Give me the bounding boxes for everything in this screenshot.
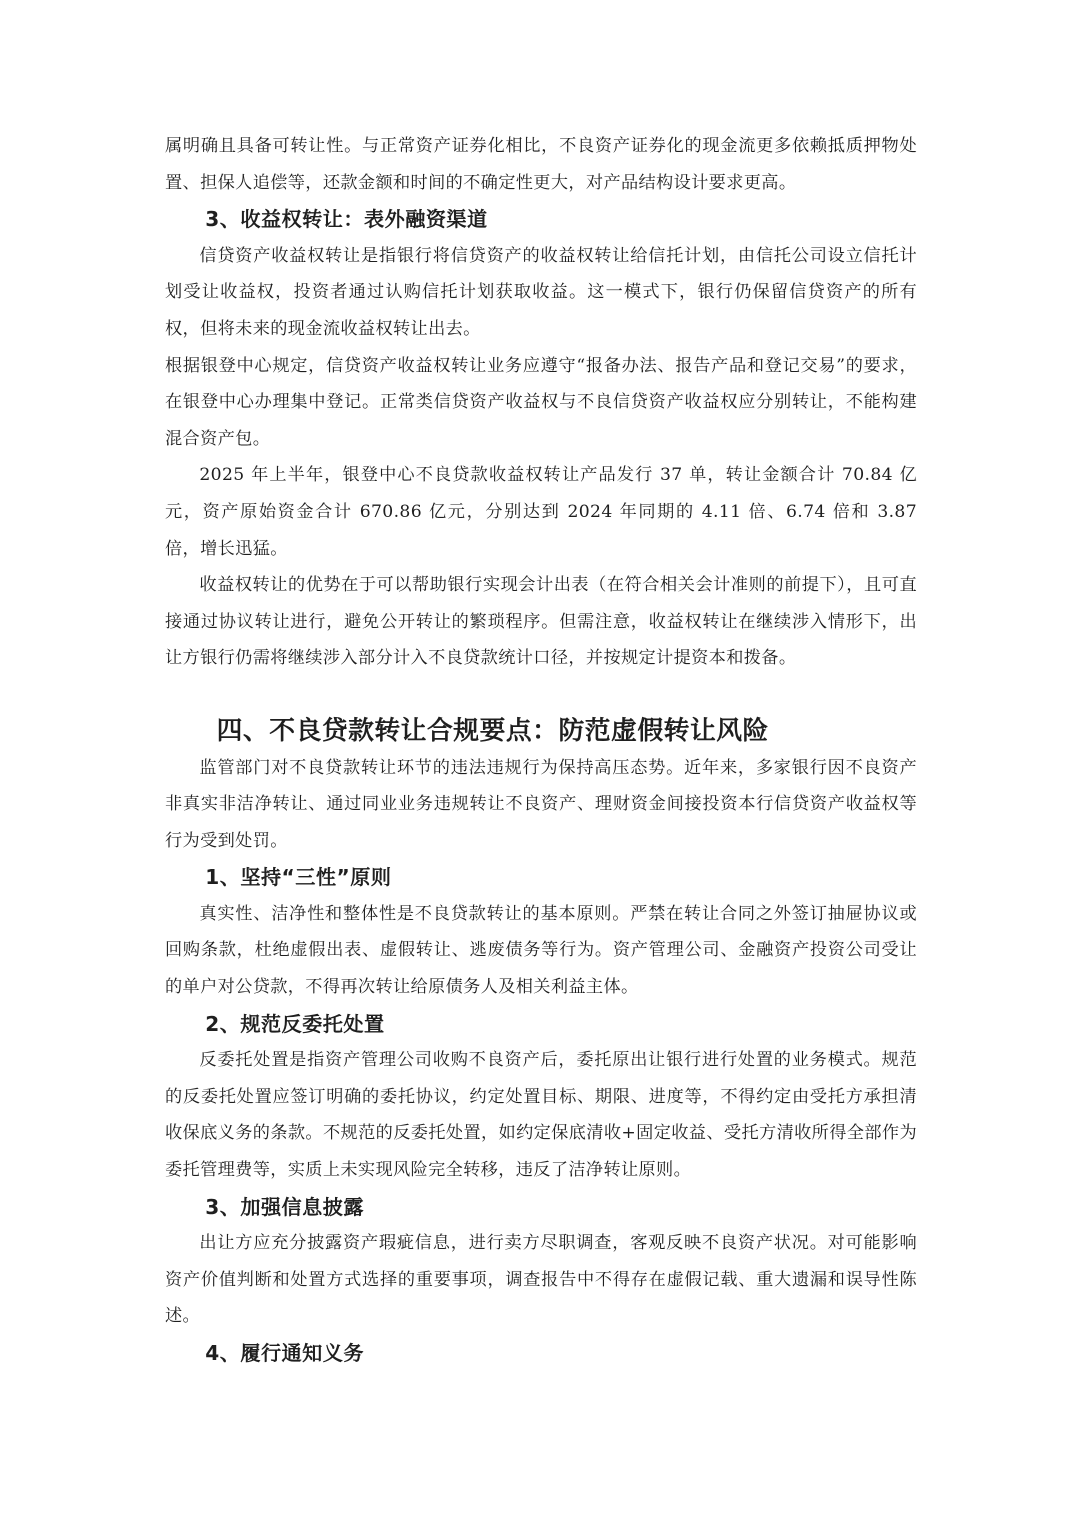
heading-three-principles: 1、坚持“三性”原则 <box>205 865 392 890</box>
paragraph-registration-rules: 根据银登中心规定，信贷资产收益权转让业务应遵守“报备办法、报告产品和登记交易”的要求，在银登中心办理集中登记。正常类信贷资产收益权与不良信贷资产收益权应分别转让，不能构建混合资产包。 <box>165 355 917 449</box>
paragraph-2025-statistics: 2025 年上半年，银登中心不良贷款收益权转让产品发行 37 单，转让金额合计 70.84 亿元，资产原始资金合计 670.86 亿元，分别达到 2024 年同期的 4.11 倍、6.74 倍和 3.87 倍，增长迅猛。 <box>165 465 917 559</box>
heading-usufruct-transfer: 3、收益权转让：表外融资渠道 <box>205 207 488 232</box>
paragraph-three-principles: 真实性、洁净性和整体性是不良贷款转让的基本原则。严禁在转让合同之外签订抽屉协议或回购条款，杜绝虚假出表、虚假转让、逃废债务等行为。资产管理公司、金融资产投资公司受让的单户对公贷款，不得再次转让给原债务人及相关利益主体。 <box>165 903 917 998</box>
paragraph-regulatory-pressure: 监管部门对不良贷款转让环节的违法违规行为保持高压态势。近年来，多家银行因不良资产非真实非洁净转让、通过同业业务违规转让不良资产、理财资金间接投资本行信贷资产收益权等行为受到处罚。 <box>165 757 917 851</box>
document-page <box>165 128 917 1372</box>
paragraph-usufruct-advantages: 收益权转让的优势在于可以帮助银行实现会计出表（在符合相关会计准则的前提下），且可直接通过协议转让进行，避免公开转让的繁琐程序。但需注意，收益权转让在继续涉入情形下，出让方银行仍需将继续涉入部分计入不良贷款统计口径，并按规定计提资本和拨备。 <box>165 575 917 669</box>
paragraph-information-disclosure: 出让方应充分披露资产瑕疵信息，进行卖方尽职调查，客观反映不良资产状况。对可能影响资产价值判断和处置方式选择的重要事项，调查报告中不得存在虚假记载、重大遗漏和误导性陈述。 <box>165 1233 917 1327</box>
heading-notification-duty: 4、履行通知义务 <box>205 1341 364 1365</box>
heading-reverse-entrustment: 2、规范反委托处置 <box>205 1011 385 1036</box>
paragraph-usufruct-definition: 信贷资产收益权转让是指银行将信贷资产的收益权转让给信托计划，由信托公司设立信托计划受让收益权，投资者通过认购信托计划获取收益。这一模式下，银行仍保留信贷资产的所有权，但将未来的现金流收益权转让出去。 <box>165 245 917 339</box>
heading-compliance-section: 四、不良贷款转让合规要点：防范虚假转让风险 <box>216 715 769 746</box>
section-spacer <box>165 677 917 713</box>
heading-information-disclosure: 3、加强信息披露 <box>205 1194 364 1219</box>
paragraph-reverse-entrustment: 反委托处置是指资产管理公司收购不良资产后，委托原出让银行进行处置的业务模式。规范的反委托处置应签订明确的委托协议，约定处置目标、期限、进度等，不得约定由受托方承担清收保底义务的条款。不规范的反委托处置，如约定保底清收+固定收益、受托方清收所得全部作为委托管理费等，实质上未实现风险完全转移，违反了洁净转让原则。 <box>165 1050 917 1181</box>
paragraph-securitization-tail: 属明确且具备可转让性。与正常资产证券化相比，不良资产证券化的现金流更多依赖抵质押物处置、担保人追偿等，还款金额和时间的不确定性更大，对产品结构设计要求更高。 <box>165 136 917 193</box>
